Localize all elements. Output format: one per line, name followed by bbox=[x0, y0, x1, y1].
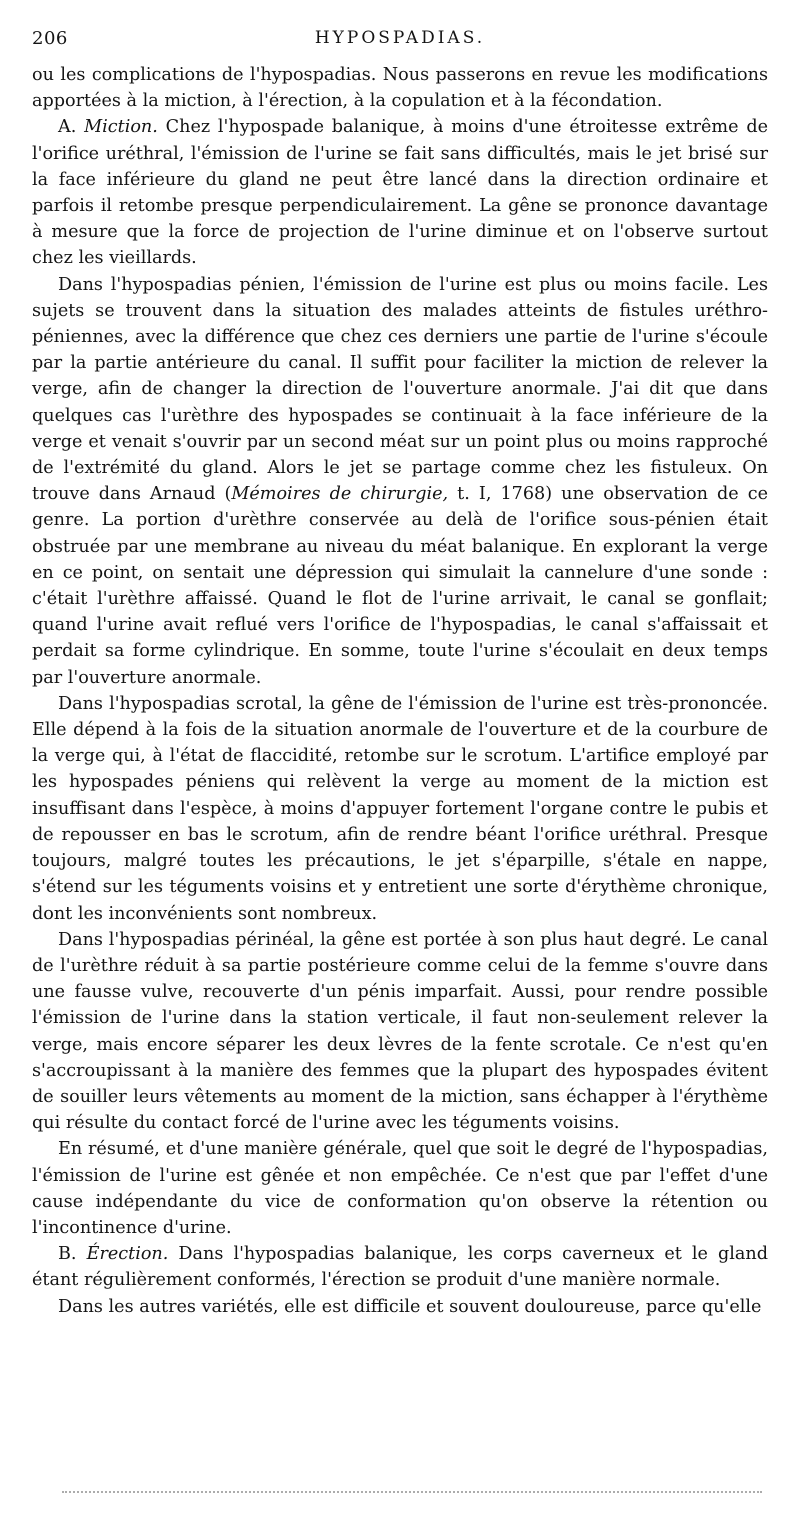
paragraph-hypospadias-penien: Dans l'hypospadias pénien, l'émission de l'urine est plus ou moins facile. Les sujets se trouvent dans la situation des malades atteints de fistules uréthro-péniennes, avec la différence que chez ces derniers une partie de l'urine s'écoule par la partie antérieure du canal. Il suffit pour faciliter la miction de relever la verge, afin de changer la direction de l'ouverture anormale. J'ai dit que dans quelques cas l'urèthre des hypospades se continuait à la face inférieure de la verge et venait s'ouvrir par un second méat sur un point plus ou moins rapproché de l'extrémité du gland. Alors le jet se partage comme chez les fistuleux. On trouve dans Arnaud (Mémoires de chirurgie, t. I, 1768) une observation de ce genre. La portion d'urèthre conservée au delà de l'orifice sous-pénien était obstruée par une membrane au niveau du méat balanique. En explorant la verge en ce point, on sentait une dépression qui simulait la cannelure d'une sonde : c'était l'urèthre affaissé. Quand le flot de l'urine arrivait, le canal se gonflait; quand l'urine avait reflué vers l'orifice de l'hypospadias, le canal s'affaissait et perdait sa forme cylindrique. En somme, toute l'urine s'écoulait en deux temps par l'ouverture anormale. bbox=[32, 274, 768, 688]
section-title: Érection. bbox=[86, 1244, 169, 1265]
body-text bbox=[32, 62, 768, 1320]
citation-title: Mémoires de chirurgie, bbox=[231, 484, 449, 505]
paragraph-section-a-miction: A. Miction. Chez l'hypospade balanique, à moins d'une étroitesse extrême de l'orifice uréthral, l'émission de l'urine se fait sans difficultés, mais le jet brisé sur la face inférieure du gland ne peut être lancé dans la direction ordinaire et parfois il retombe presque perpendiculairement. La gêne se prononce davantage à mesure que la force de projection de l'urine diminue et on l'observe surtout chez les vieillards. bbox=[32, 117, 769, 269]
running-title: HYPOSPADIAS. bbox=[314, 28, 486, 48]
paragraph-hypospadias-scrotal: Dans l'hypospadias scrotal, la gêne de l'émission de l'urine est très-prononcée. Elle dépend à la fois de la situation anormale de l'ouverture et de la courbure de la verge qui, à l'état de flaccidité, retombe sur le scrotum. L'artifice employé par les hypospades péniens qui relèvent la verge au moment de la miction est insuffisant dans l'espèce, à moins d'appuyer fortement l'organe contre le pubis et de repousser en bas le scrotum, afin de rendre béant l'orifice uréthral. Presque toujours, malgré toutes les précautions, le jet s'éparpille, s'étale en nappe, s'étend sur les téguments voisins et y entretient une sorte d'érythème chronique, dont les inconvénients sont nombreux. bbox=[32, 693, 768, 924]
section-title: Miction. bbox=[84, 117, 158, 138]
bottom-bleed-through-rule bbox=[62, 1491, 762, 1493]
paragraph-autres-varietes: Dans les autres variétés, elle est difficile et souvent douloureuse, parce qu'elle bbox=[58, 1296, 762, 1317]
paragraph-continuation: ou les complications de l'hypospadias. Nous passerons en revue les modifications apportées à la miction, à l'érection, à la copulation et à la fécondation. bbox=[32, 65, 768, 112]
paragraph-hypospadias-perineal: Dans l'hypospadias périnéal, la gêne est portée à son plus haut degré. Le canal de l'urèthre réduit à sa partie postérieure comme celui de la femme s'ouvre dans une fausse vulve, recouverte d'un pénis imparfait. Aussi, pour rendre possible l'émission de l'urine dans la station verticale, il faut non-seulement relever la verge, mais encore séparer les deux lèvres de la fente scrotale. Ce n'est qu'en s'accroupissant à la manière des femmes que la plupart des hypospades évitent de souiller leurs vêtements au moment de la miction, sans échapper à l'érythème qui résulte du contact forcé de l'urine avec les téguments voisins. bbox=[32, 929, 768, 1134]
page-number: 206 bbox=[32, 28, 68, 49]
section-label: B. bbox=[58, 1244, 77, 1265]
book-page bbox=[32, 28, 768, 1320]
section-label: A. bbox=[58, 117, 77, 138]
paragraph-resume: En résumé, et d'une manière générale, quel que soit le degré de l'hypospadias, l'émission de l'urine est gênée et non empêchée. Ce n'est que par l'effet d'une cause indépendante du vice de conformation qu'on observe la rétention ou l'incontinence d'urine. bbox=[32, 1139, 768, 1238]
running-head bbox=[32, 28, 768, 54]
paragraph-section-b-erection: B. Érection. Dans l'hypospadias balanique, les corps caverneux et le gland étant régulièrement conformés, l'érection se produit d'une manière normale. bbox=[32, 1244, 768, 1291]
